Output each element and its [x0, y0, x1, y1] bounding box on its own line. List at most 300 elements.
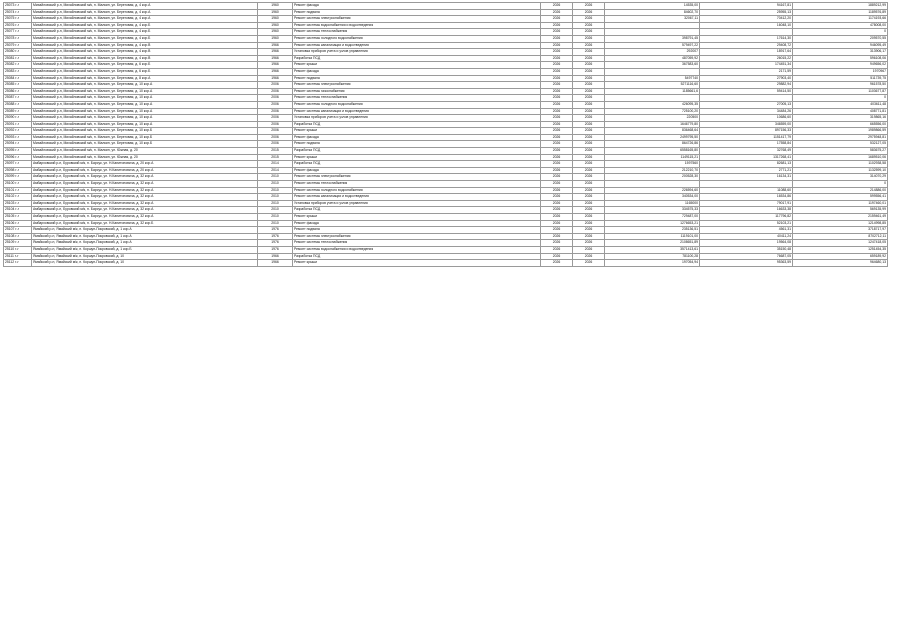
table-row: [4, 154, 888, 161]
table-row: [4, 49, 888, 56]
table-cell: 25075 г-г: [4, 16, 32, 23]
table-cell: Ремонт подвала: [293, 227, 541, 234]
table-cell: 2006: [258, 88, 293, 95]
table-cell: Ямайский р-н, Ямайский м/к, п. Коршун-Покровский, д. 10: [32, 253, 258, 260]
table-cell: 32067,11: [605, 16, 700, 23]
table-cell: Ремонт системы теплоснабжения: [293, 95, 541, 102]
table-cell: 25091 г-г: [4, 121, 32, 128]
table-cell: 2026: [573, 187, 605, 194]
table-cell: [700, 181, 793, 188]
table-row: [4, 22, 888, 29]
table-cell: 25074 г-г: [4, 9, 32, 16]
table-cell: 596108,06: [793, 55, 888, 62]
table-cell: 897156,33: [700, 128, 793, 135]
table-row: [4, 161, 888, 168]
table-cell: 403611,48: [793, 101, 888, 108]
table-cell: Ремонт системы электроснабжения: [293, 16, 541, 23]
table-cell: 2010: [258, 214, 293, 221]
table-cell: 2026: [541, 260, 573, 267]
table-cell: 2026: [573, 253, 605, 260]
table-cell: 212210,70: [605, 167, 700, 174]
table-cell: 2026: [573, 181, 605, 188]
table-cell: Ремонт крыши: [293, 154, 541, 161]
table-cell: 2026: [573, 16, 605, 23]
table-cell: Михайловский р-н, Михайловский м/к, п. Малкин, ул. Береговая, д. 4 кор.В: [32, 42, 258, 49]
table-cell: 17614,30: [700, 35, 793, 42]
table-cell: 2006: [258, 101, 293, 108]
table-cell: [700, 29, 793, 36]
table-cell: 1102938,58: [793, 161, 888, 168]
table-cell: Михайловский р-н, Михайловский м/к, п. Малкин, ул. Береговая, д. 6 кор.Б: [32, 68, 258, 75]
table-cell: Ремонт крыши: [293, 62, 541, 69]
table-cell: 2026: [573, 200, 605, 207]
table-cell: Михайловский р-н, Михайловский м/к, п. Малкин, ул. Южная, д. 20: [32, 148, 258, 155]
table-row: [4, 3, 888, 10]
table-cell: 398791,45: [605, 35, 700, 42]
table-cell: Амбарховский р-н, Буровский м/к, п. Барсук, ул. Н.Капитоновича, д. 32 кор.А: [32, 181, 258, 188]
table-cell: 27005,13: [700, 101, 793, 108]
table-cell: Ямайский р-н, Ямайский м/к, п. Коршун-Покровский, д. 1 кор.Б: [32, 246, 258, 253]
table-cell: 8702712,11: [793, 233, 888, 240]
table-cell: 1960: [258, 3, 293, 10]
table-cell: 1960: [258, 16, 293, 23]
table-cell: 2026: [573, 115, 605, 122]
table-cell: 214886,00: [793, 187, 888, 194]
table-cell: Михайловский р-н, Михайловский м/к, п. Малкин, ул. Береговая, д. 4 кор.А: [32, 3, 258, 10]
table-row: [4, 220, 888, 227]
table-cell: [605, 95, 700, 102]
table-cell: Ремонт фасада: [293, 220, 541, 227]
table-cell: 1251454,35: [793, 246, 888, 253]
table-cell: 3571413,61: [605, 246, 700, 253]
table-cell: 2026: [573, 207, 605, 214]
table-cell: 569135,99: [793, 207, 888, 214]
table-cell: 1966: [258, 55, 293, 62]
table-cell: 29882,94: [700, 82, 793, 89]
table-cell: 2026: [541, 115, 573, 122]
table-cell: 2026: [541, 128, 573, 135]
table-cell: 2015: [258, 148, 293, 155]
table-cell: 2026: [573, 220, 605, 227]
table-cell: 2026: [541, 75, 573, 82]
table-cell: 2026: [541, 148, 573, 155]
table-cell: Ремонт крыши: [293, 214, 541, 221]
table-cell: 2026: [541, 3, 573, 10]
table-cell: [605, 181, 700, 188]
table-cell: 25076 г-г: [4, 22, 32, 29]
table-cell: 2026: [541, 29, 573, 36]
table-cell: 1966: [258, 253, 293, 260]
table-cell: 200528,30: [605, 174, 700, 181]
table-cell: 2026: [573, 68, 605, 75]
table-cell: Ремонт системы канализации и водоотведения: [293, 194, 541, 201]
table-cell: 2026: [573, 154, 605, 161]
table-cell: 25108 г-г: [4, 233, 32, 240]
table-cell: Ямайский р-н, Ямайский м/к, п. Коршун-Покровский, д. 1 кор.А: [32, 233, 258, 240]
table-cell: 25093 г-г: [4, 134, 32, 141]
table-cell: 487059,92: [605, 55, 700, 62]
table-cell: 725100,20: [605, 108, 700, 115]
table-cell: 26015,22: [700, 55, 793, 62]
table-row: [4, 227, 888, 234]
table-cell: 2026: [573, 35, 605, 42]
table-cell: 16048,10: [700, 22, 793, 29]
table-cell: Михайловский р-н, Михайловский м/к, п. Малкин, ул. Береговая, д. 4 кор.В: [32, 49, 258, 56]
table-cell: 5271116,60: [605, 82, 700, 89]
table-cell: 1317268,41: [700, 154, 793, 161]
table-cell: 2026: [573, 101, 605, 108]
table-row: [4, 68, 888, 75]
table-cell: 2026: [541, 16, 573, 23]
table-cell: 1174193,66: [793, 16, 888, 23]
table-cell: 2026: [573, 246, 605, 253]
table-cell: Амбарховский р-н, Буровский м/к, п. Барсук, ул. Н.Капитоновича, д. 32 кор.А: [32, 174, 258, 181]
table-cell: 2006: [258, 121, 293, 128]
table-cell: 0: [793, 29, 888, 36]
table-cell: Разработка ПСД: [293, 121, 541, 128]
table-cell: 18917,64: [700, 49, 793, 56]
table-cell: 25105 г-г: [4, 214, 32, 221]
table-row: [4, 88, 888, 95]
table-cell: 25092 г-г: [4, 128, 32, 135]
table-cell: 2026: [541, 108, 573, 115]
table-cell: 25107 г-г: [4, 227, 32, 234]
table-cell: 2014: [258, 167, 293, 174]
table-cell: 2026: [541, 246, 573, 253]
table-cell: 2108651,89: [605, 240, 700, 247]
table-row: [4, 115, 888, 122]
table-cell: 2026: [541, 167, 573, 174]
table-row: [4, 16, 888, 23]
table-cell: 2026: [541, 161, 573, 168]
table-cell: 511739,75: [793, 75, 888, 82]
table-cell: Ямайский р-н, Ямайский м/к, п. Коршун-Покровский, д. 1 кор.А: [32, 227, 258, 234]
table-cell: 1276653,21: [605, 220, 700, 227]
table-cell: 1976: [258, 240, 293, 247]
table-cell: Михайловский р-н, Михайловский м/к, п. Малкин, ул. Береговая, д. 10 кор.А: [32, 121, 258, 128]
table-cell: 2026: [541, 220, 573, 227]
table-cell: 2026: [541, 207, 573, 214]
table-cell: 1966: [258, 75, 293, 82]
table-cell: 949656,02: [793, 62, 888, 69]
table-cell: 11088,60: [700, 187, 793, 194]
table-cell: 2006: [258, 82, 293, 89]
table-cell: Ремонт системы водоснабжения и водоотведения: [293, 22, 541, 29]
table-cell: 2006: [258, 115, 293, 122]
table-row: [4, 240, 888, 247]
table-cell: 2026: [573, 22, 605, 29]
table-cell: Ремонт системы теплоснабжения: [293, 240, 541, 247]
table-cell: Михайловский р-н, Михайловский м/к, п. Малкин, ул. Береговая, д. 4 кор.Б: [32, 29, 258, 36]
table-cell: Амбарховский р-н, Буровский м/к, п. Барсук, ул. Н.Капитоновича, д. 32 кор.А: [32, 187, 258, 194]
table-cell: 2010: [258, 200, 293, 207]
table-cell: 25097 г-г: [4, 161, 32, 168]
table-cell: 2026: [541, 187, 573, 194]
table-cell: 82681,13: [700, 161, 793, 168]
table-cell: 5497740: [605, 75, 700, 82]
table-cell: 1889212,99: [793, 3, 888, 10]
table-cell: 426095,35: [605, 101, 700, 108]
table-cell: 25087 г-г: [4, 95, 32, 102]
table-cell: Михайловский р-н, Михайловский м/к, п. Малкин, ул. Береговая, д. 4 кор.А: [32, 16, 258, 23]
works-table: [3, 2, 888, 267]
table-row: [4, 108, 888, 115]
table-row: [4, 207, 888, 214]
table-cell: 2975948,81: [793, 134, 888, 141]
table-cell: 76687,05: [700, 253, 793, 260]
table-cell: 95363,59: [700, 260, 793, 267]
table-cell: Михайловский р-н, Михайловский м/к, п. Малкин, ул. Береговая, д. 10 кор.Б: [32, 128, 258, 135]
table-cell: Ремонт крыши: [293, 128, 541, 135]
table-cell: 2010: [258, 187, 293, 194]
table-cell: 29408,72: [700, 42, 793, 49]
table-cell: 25103 г-г: [4, 200, 32, 207]
table-cell: 1966: [258, 68, 293, 75]
table-cell: 1103677,87: [793, 88, 888, 95]
table-cell: 2010: [258, 220, 293, 227]
table-row: [4, 42, 888, 49]
table-cell: 1151417,79: [700, 134, 793, 141]
table-cell: 367583,60: [605, 62, 700, 69]
table-cell: Ремонт подвала: [293, 9, 541, 16]
table-cell: Амбарховский р-н, Буровский м/к, п. Барсук, ул. Н.Капитоновича, д. 20 кор.А: [32, 161, 258, 168]
table-cell: 1189576,89: [793, 9, 888, 16]
table-cell: 1960: [258, 35, 293, 42]
table-cell: Михайловский р-н, Михайловский м/к, п. Малкин, ул. Береговая, д. 4 кор.А: [32, 9, 258, 16]
table-cell: 25955,13: [700, 9, 793, 16]
table-cell: 1960: [258, 29, 293, 36]
table-cell: Ремонт фасада: [293, 134, 541, 141]
table-cell: Михайловский р-н, Михайловский м/к, п. Малкин, ул. Береговая, д. 4 кор.В: [32, 55, 258, 62]
table-cell: 2026: [541, 233, 573, 240]
table-cell: Ремонт системы канализации и водоотведения: [293, 42, 541, 49]
table-cell: 2026: [573, 233, 605, 240]
table-cell: 1132599,10: [793, 167, 888, 174]
table-row: [4, 194, 888, 201]
table-cell: Михайловский р-н, Михайловский м/к, п. Малкин, ул. Береговая, д. 10 кор.А: [32, 82, 258, 89]
table-cell: Амбарховский р-н, Буровский м/к, п. Барсук, ул. Н.Капитоновича, д. 32 кор.А: [32, 194, 258, 201]
table-cell: 1960: [258, 9, 293, 16]
table-cell: 2026: [573, 82, 605, 89]
table-cell: 4561,31: [700, 227, 793, 234]
table-cell: 25081 г-г: [4, 55, 32, 62]
table-cell: 70412,20: [700, 16, 793, 23]
table-cell: 25104 г-г: [4, 207, 32, 214]
table-cell: Михайловский р-н, Михайловский м/к, п. Малкин, ул. Береговая, д. 10 кор.Б: [32, 134, 258, 141]
table-cell: 478008,00: [793, 22, 888, 29]
table-cell: 1119101,00: [605, 233, 700, 240]
table-cell: 2026: [541, 240, 573, 247]
table-cell: Ремонт подвала: [293, 75, 541, 82]
table-cell: 34484,26: [700, 108, 793, 115]
table-cell: Михайловский р-н, Михайловский м/к, п. Малкин, ул. Береговая, д. 10 кор.А: [32, 115, 258, 122]
table-cell: 2026: [541, 68, 573, 75]
table-row: [4, 253, 888, 260]
table-cell: 17558,84: [700, 141, 793, 148]
table-row: [4, 214, 888, 221]
table-cell: 2006: [258, 108, 293, 115]
table-cell: 25109 г-г: [4, 240, 32, 247]
table-cell: 25080 г-г: [4, 49, 32, 56]
table-cell: 2026: [541, 42, 573, 49]
table-cell: Амбарховский р-н, Буровский м/к, п. Барсук, ул. Н.Капитоновича, д. 32 кор.А: [32, 200, 258, 207]
table-cell: Амбарховский р-н, Буровский м/к, п. Барсук, ул. Н.Капитоновича, д. 20 кор.А: [32, 167, 258, 174]
table-cell: 2026: [541, 134, 573, 141]
table-cell: 2015: [258, 154, 293, 161]
table-cell: 2010: [258, 181, 293, 188]
table-cell: 2026: [573, 9, 605, 16]
table-cell: Ремонт системы канализации и водоотведения: [293, 108, 541, 115]
table-cell: 25101 г-г: [4, 187, 32, 194]
table-cell: Разработка ПСД: [293, 55, 541, 62]
table-cell: 946095,49: [793, 42, 888, 49]
table-cell: 1976: [258, 246, 293, 253]
table-cell: Ремонт подвала: [293, 141, 541, 148]
table-cell: 1149115,21: [605, 154, 700, 161]
table-cell: 25102 г-г: [4, 194, 32, 201]
table-cell: Михайловский р-н, Михайловский м/к, п. Малкин, ул. Береговая, д. 10 кор.А: [32, 108, 258, 115]
table-cell: 1989866,59: [793, 128, 888, 135]
table-cell: Михайловский р-н, Михайловский м/к, п. Малкин, ул. Береговая, д. 6 кор.Б: [32, 62, 258, 69]
table-cell: 40411,24: [700, 233, 793, 240]
table-cell: 1597560: [605, 161, 700, 168]
table-cell: 408771,81: [793, 108, 888, 115]
table-cell: 2026: [541, 9, 573, 16]
table-cell: Ремонт системы теплоснабжения: [293, 29, 541, 36]
table-cell: 864726,86: [605, 141, 700, 148]
table-cell: 1966: [258, 62, 293, 69]
table-cell: 2026: [573, 55, 605, 62]
table-cell: 25106 г-г: [4, 220, 32, 227]
table-cell: 1966: [258, 260, 293, 267]
table-cell: 2010: [258, 207, 293, 214]
table-row: [4, 9, 888, 16]
table-cell: 32768,49: [700, 148, 793, 155]
table-cell: 19564,08: [700, 240, 793, 247]
table-row: [4, 62, 888, 69]
table-cell: Михайловский р-н, Михайловский м/к, п. Малкин, ул. Береговая, д. 4 кор.Б: [32, 22, 258, 29]
table-cell: 25094 г-г: [4, 141, 32, 148]
table-cell: 599556,41: [793, 194, 888, 201]
table-body: [4, 3, 888, 267]
table-cell: Разработка ПСД: [293, 161, 541, 168]
table-cell: Ремонт фасада: [293, 167, 541, 174]
table-cell: 2026: [541, 35, 573, 42]
table-cell: 3718717,97: [793, 227, 888, 234]
table-cell: Установка приборов учета и узлов управления: [293, 200, 541, 207]
table-cell: 1214998,85: [793, 220, 888, 227]
table-cell: 79017,91: [700, 200, 793, 207]
spreadsheet: [3, 2, 887, 267]
table-cell: 2026: [573, 75, 605, 82]
table-row: [4, 187, 888, 194]
table-cell: 16134,31: [700, 174, 793, 181]
table-cell: Установка приборов учета и узлов управления: [293, 115, 541, 122]
table-cell: 1976: [258, 227, 293, 234]
table-cell: 665556,00: [793, 121, 888, 128]
table-cell: Разработка ПСД: [293, 207, 541, 214]
table-cell: 334575,33: [605, 207, 700, 214]
table-cell: 2026: [573, 29, 605, 36]
table-cell: 25100 г-г: [4, 181, 32, 188]
table-cell: 2499795,50: [605, 134, 700, 141]
table-cell: 2026: [541, 49, 573, 56]
table-row: [4, 95, 888, 102]
table-cell: 1966: [258, 49, 293, 56]
table-cell: 583675,27: [793, 148, 888, 155]
table-row: [4, 148, 888, 155]
table-cell: 2026: [573, 95, 605, 102]
table-cell: 2159461,49: [793, 214, 888, 221]
table-cell: Михайловский р-н, Михайловский м/к, п. Малкин, ул. Береговая, д. 10 кор.А: [32, 95, 258, 102]
table-cell: 197054,94: [605, 260, 700, 267]
table-cell: 220500: [605, 115, 700, 122]
table-cell: Ремонт системы холодного водоснабжения: [293, 187, 541, 194]
table-cell: 2026: [573, 141, 605, 148]
table-cell: 2026: [573, 214, 605, 221]
table-cell: 25096 г-г: [4, 154, 32, 161]
table-cell: Ремонт фасада: [293, 68, 541, 75]
table-cell: 226594,60: [605, 187, 700, 194]
table-cell: 2026: [573, 42, 605, 49]
table-cell: 1976: [258, 233, 293, 240]
table-cell: 2026: [573, 260, 605, 267]
table-cell: Михайловский р-н, Михайловский м/к, п. Малкин, ул. Береговая, д. 10 кор.Б: [32, 141, 258, 148]
table-cell: 25084 г-г: [4, 75, 32, 82]
table-cell: Ремонт системы электроснабжения: [293, 174, 541, 181]
table-row: [4, 101, 888, 108]
table-cell: Ремонт системы электроснабжения: [293, 233, 541, 240]
table-cell: 2026: [541, 154, 573, 161]
table-cell: 14535,00: [605, 3, 700, 10]
table-cell: 2026: [541, 95, 573, 102]
table-cell: 2026: [573, 174, 605, 181]
table-cell: 319865,16: [793, 115, 888, 122]
table-cell: Михайловский р-н, Михайловский м/к, п. Малкин, ул. Береговая, д. 10 кор.А: [32, 101, 258, 108]
table-cell: 2026: [541, 141, 573, 148]
table-cell: 2010: [258, 174, 293, 181]
table-cell: Ремонт крыши: [293, 260, 541, 267]
table-cell: 25073 г-г: [4, 3, 32, 10]
table-row: [4, 233, 888, 240]
table-cell: 174451,34: [700, 62, 793, 69]
table-row: [4, 121, 888, 128]
table-row: [4, 200, 888, 207]
table-cell: 94167,81: [700, 3, 793, 10]
table-cell: 10686,60: [700, 115, 793, 122]
table-cell: Амбарховский р-н, Буровский м/к, п. Барсук, ул. Н.Капитоновича, д. 32 кор.Б: [32, 220, 258, 227]
table-cell: 2026: [573, 88, 605, 95]
table-cell: 2026: [573, 134, 605, 141]
table-row: [4, 29, 888, 36]
table-cell: 2026: [573, 194, 605, 201]
table-cell: 346559,00: [700, 121, 793, 128]
table-cell: 964680,13: [793, 260, 888, 267]
table-cell: 2026: [573, 121, 605, 128]
table-cell: 2026: [541, 62, 573, 69]
table-cell: 1966: [258, 42, 293, 49]
table-cell: 35150,48: [700, 246, 793, 253]
table-cell: 2026: [541, 55, 573, 62]
table-cell: 1960: [258, 22, 293, 29]
table-cell: 314070,29: [793, 174, 888, 181]
table-cell: Ямайский р-н, Ямайский м/к, п. Коршун-Покровский, д. 10: [32, 260, 258, 267]
table-cell: Амбарховский р-н, Буровский м/к, п. Барсук, ул. Н.Капитоновича, д. 32 кор.А: [32, 214, 258, 221]
table-cell: Ремонт системы теплоснабжения: [293, 181, 541, 188]
table-cell: Михайловский р-н, Михайловский м/к, п. Малкин, ул. Береговая, д. 8 кор.А: [32, 75, 258, 82]
table-cell: 0: [793, 95, 888, 102]
table-cell: 2026: [541, 22, 573, 29]
